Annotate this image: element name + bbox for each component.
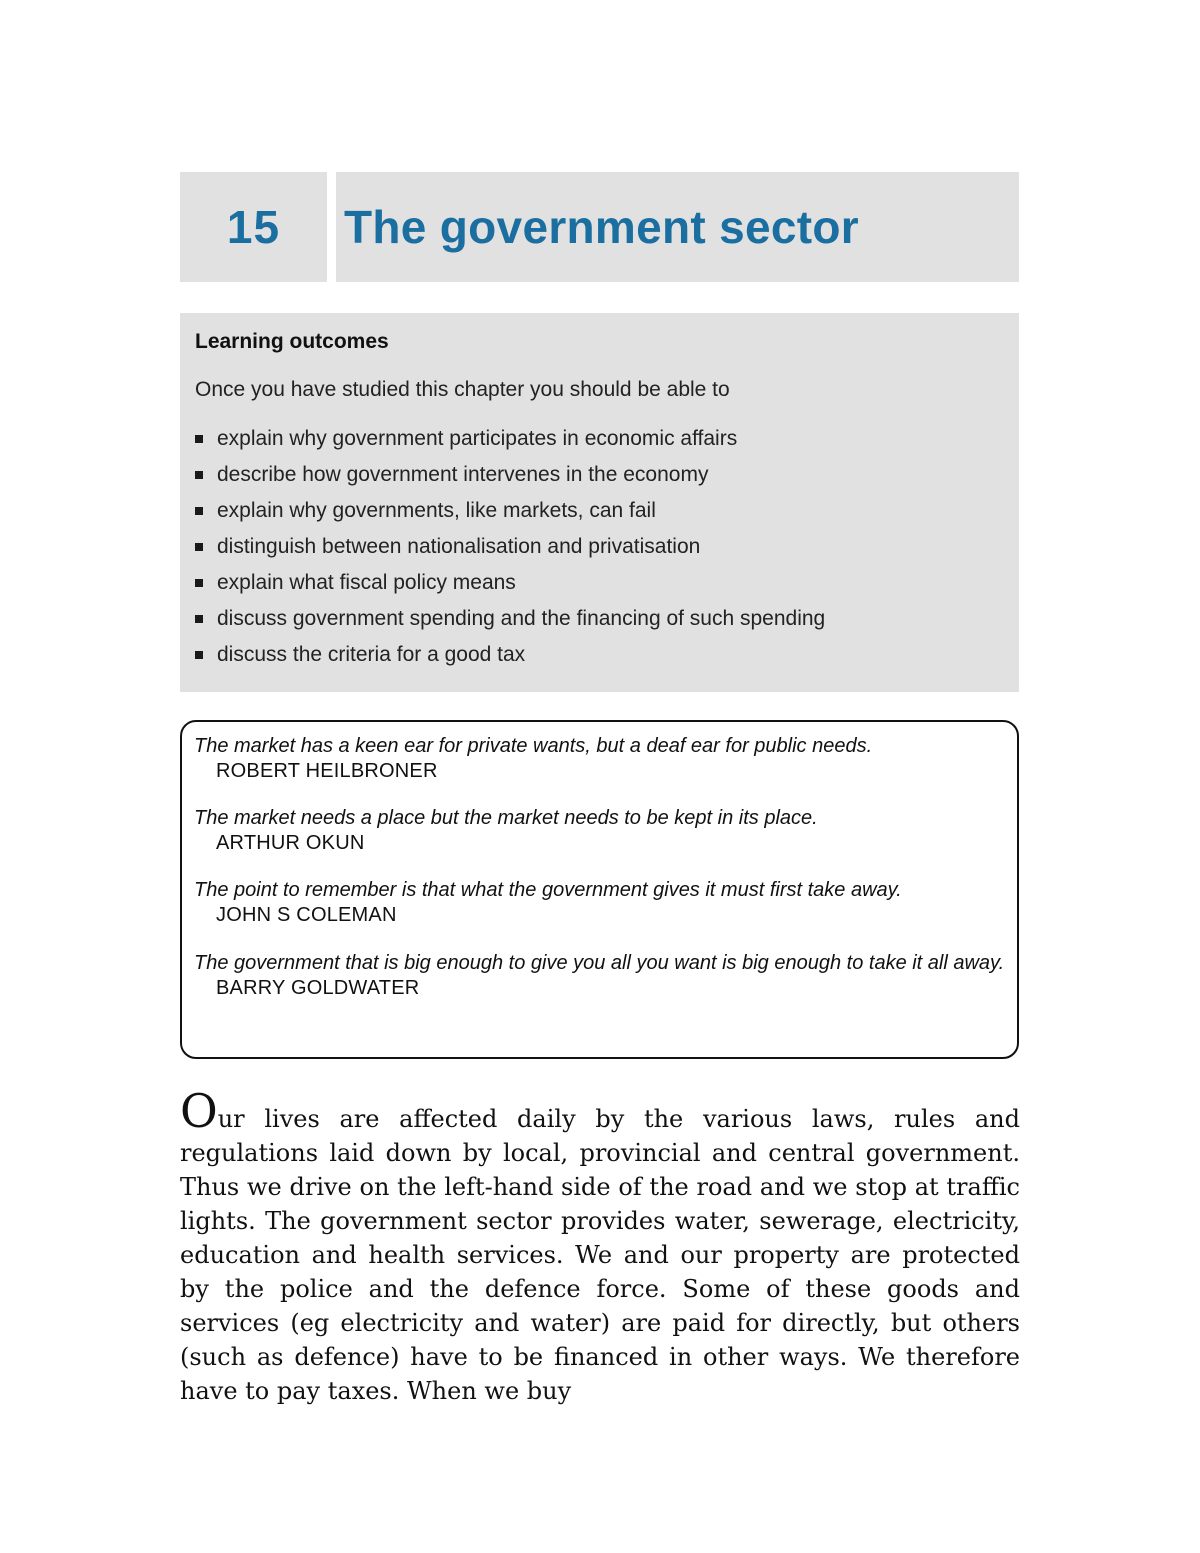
square-bullet-icon bbox=[195, 507, 203, 515]
quote bbox=[194, 879, 1006, 928]
chapter-number: 15 bbox=[226, 201, 281, 253]
outcome-item bbox=[195, 463, 825, 499]
chapter-number-box bbox=[180, 172, 327, 282]
outcome-item bbox=[195, 643, 825, 679]
square-bullet-icon bbox=[195, 543, 203, 551]
outcome-text: discuss government spending and the financing of such spending bbox=[217, 607, 826, 630]
quote-text: The market has a keen ear for private wants, but a deaf ear for public needs. bbox=[194, 735, 873, 757]
square-bullet-icon bbox=[195, 435, 203, 443]
outcome-text: discuss the criteria for a good tax bbox=[217, 643, 526, 666]
quote-author: JOHN S COLEMAN bbox=[216, 904, 397, 926]
body-paragraph-text: ur lives are affected daily by the various laws, rules and regulations laid down by local, provincial and central government. Thus we drive on the left-hand side of the road and we stop at traffic lights. The government sector provides water, sewerage, electricity, education and health services. We and our property are protected by the police and the defence force. Some of these goods and services (eg electricity and water) are paid for directly, but others (such as defence) have to be financed in other ways. We therefore have to pay taxes. When we buy bbox=[180, 1105, 1020, 1405]
square-bullet-icon bbox=[195, 579, 203, 587]
learning-outcomes-intro: Once you have studied this chapter you should be able to bbox=[195, 378, 730, 401]
outcome-text: explain why governments, like markets, can fail bbox=[217, 499, 656, 522]
learning-outcomes-box bbox=[180, 313, 1019, 692]
square-bullet-icon bbox=[195, 471, 203, 479]
quotes-box bbox=[180, 720, 1019, 1059]
outcome-item bbox=[195, 571, 825, 607]
quote-text: The government that is big enough to give you all you want is big enough to take it all away. bbox=[194, 952, 1005, 974]
quote-author: ROBERT HEILBRONER bbox=[216, 760, 438, 782]
quote-author: ARTHUR OKUN bbox=[216, 832, 365, 854]
learning-outcomes-list bbox=[195, 427, 825, 679]
outcome-item bbox=[195, 607, 825, 643]
quote bbox=[194, 952, 1006, 1001]
outcome-text: explain why government participates in economic affairs bbox=[217, 427, 738, 450]
square-bullet-icon bbox=[195, 651, 203, 659]
chapter-title: The government sector bbox=[344, 201, 859, 253]
quote bbox=[194, 735, 1006, 784]
body-paragraph bbox=[180, 1084, 1020, 1408]
quote-text: The market needs a place but the market needs to be kept in its place. bbox=[194, 807, 818, 829]
outcome-text: distinguish between nationalisation and privatisation bbox=[217, 535, 701, 558]
quote-text: The point to remember is that what the government gives it must first take away. bbox=[194, 879, 902, 901]
outcome-item bbox=[195, 427, 825, 463]
outcome-text: explain what fiscal policy means bbox=[217, 571, 516, 594]
outcome-item bbox=[195, 535, 825, 571]
square-bullet-icon bbox=[195, 615, 203, 623]
outcome-item bbox=[195, 499, 825, 535]
outcome-text: describe how government intervenes in the economy bbox=[217, 463, 709, 486]
quote bbox=[194, 807, 1006, 856]
drop-cap: O bbox=[180, 1084, 218, 1138]
learning-outcomes-heading: Learning outcomes bbox=[195, 330, 389, 353]
chapter-title-box bbox=[336, 172, 1019, 282]
quote-author: BARRY GOLDWATER bbox=[216, 977, 420, 999]
